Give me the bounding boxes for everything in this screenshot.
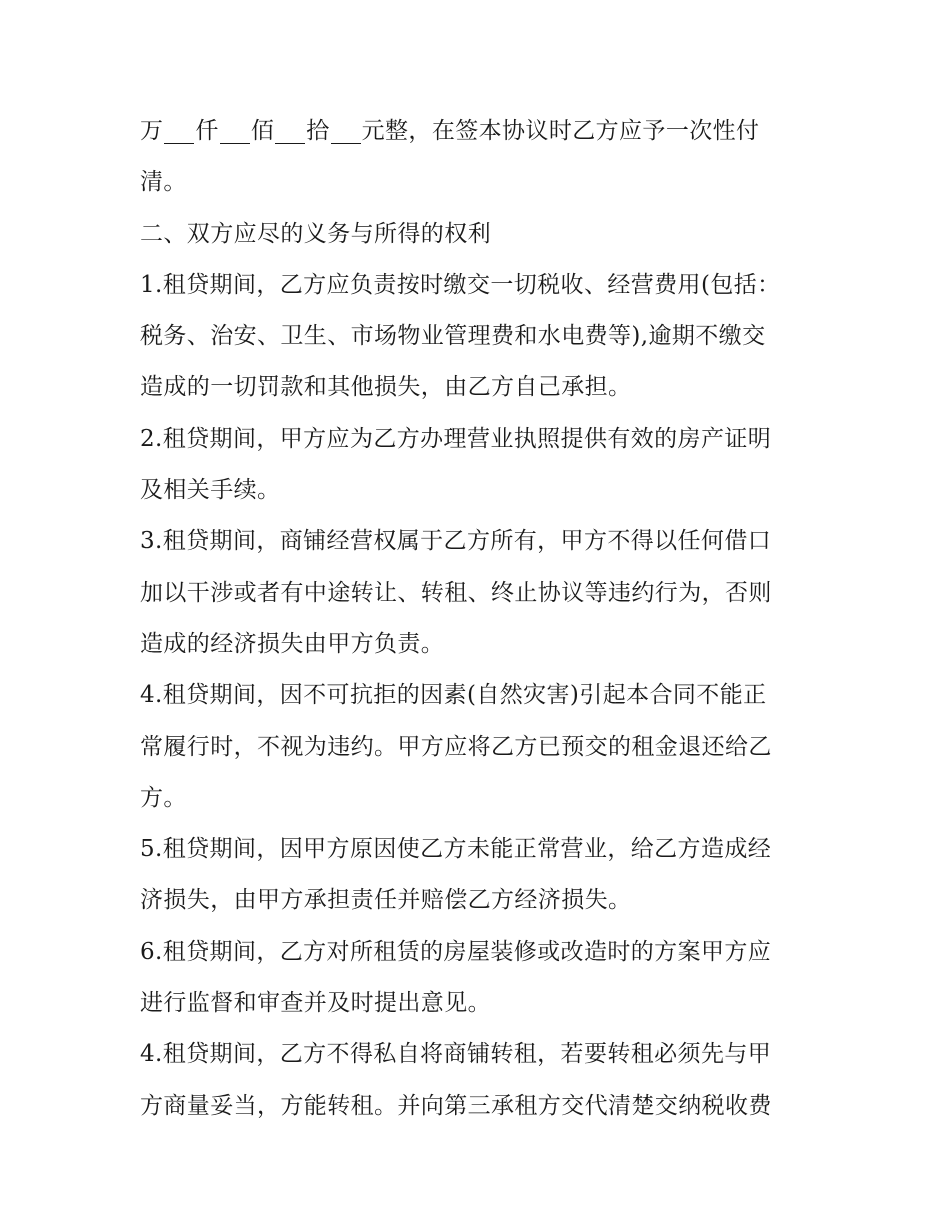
clause-3-line: 造成的经济损失由甲方负责。 [140,630,445,657]
section-heading: 二、双方应尽的义务与所得的权利 [140,220,491,247]
amount-blank-shi [275,119,305,144]
clause-3-line: 加以干涉或者有中途转让、转租、终止协议等违约行为，否则 [140,579,772,606]
amount-unit-wan: 万 [140,118,164,144]
clause-1-line: 造成的一切罚款和其他损失，由乙方自己承担。 [140,374,632,401]
clause-4-line: 方。 [140,784,187,811]
amount-blank-bai [220,119,250,144]
amount-unit-qian: 仟 [195,118,219,144]
amount-blank-yuan [331,119,361,144]
clause-5-line: 5.租贷期间，因甲方原因使乙方未能正常营业，给乙方造成经 [140,836,772,863]
clause-1-line: 1.租贷期间，乙方应负责按时缴交一切税收、经营费用(包括： [140,271,781,298]
clause-5-line: 济损失，由甲方承担责任并赔偿乙方经济损失。 [140,887,632,914]
clause-2-line: 及相关手续。 [140,477,281,504]
amount-line [140,106,830,157]
clause-7-line: 4.租贷期间，乙方不得私自将商铺转租，若要转租必须先与甲 [140,1041,772,1068]
amount-line-rest: 元整，在签本协议时乙方应予一次性付 [361,118,760,144]
clause-6-line: 6.租贷期间，乙方对所租赁的房屋装修或改造时的方案甲方应 [140,938,772,965]
clause-3-line: 3.租贷期间，商铺经营权属于乙方所有，甲方不得以任何借口 [140,528,772,555]
clause-2-line: 2.租贷期间，甲方应为乙方办理营业执照提供有效的房产证明 [140,425,772,452]
clause-6-line: 进行监督和审查并及时提出意见。 [140,990,491,1017]
clause-4-line: 常履行时，不视为违约。甲方应将乙方已预交的租金退还给乙 [140,733,772,760]
document-body [140,106,830,1132]
clause-7-line: 方商量妥当，方能转租。并向第三承租方交代清楚交纳税收费 [140,1092,772,1119]
clause-1-line: 税务、治安、卫生、市场物业管理费和水电费等),逾期不缴交 [140,323,766,350]
clause-4-line: 4.租贷期间，因不可抗拒的因素(自然灾害)引起本合同不能正 [140,682,767,709]
text-line: 清。 [140,169,187,196]
amount-unit-bai: 佰 [250,118,275,144]
amount-unit-shi: 拾 [306,118,330,144]
amount-blank-qian [164,119,194,144]
